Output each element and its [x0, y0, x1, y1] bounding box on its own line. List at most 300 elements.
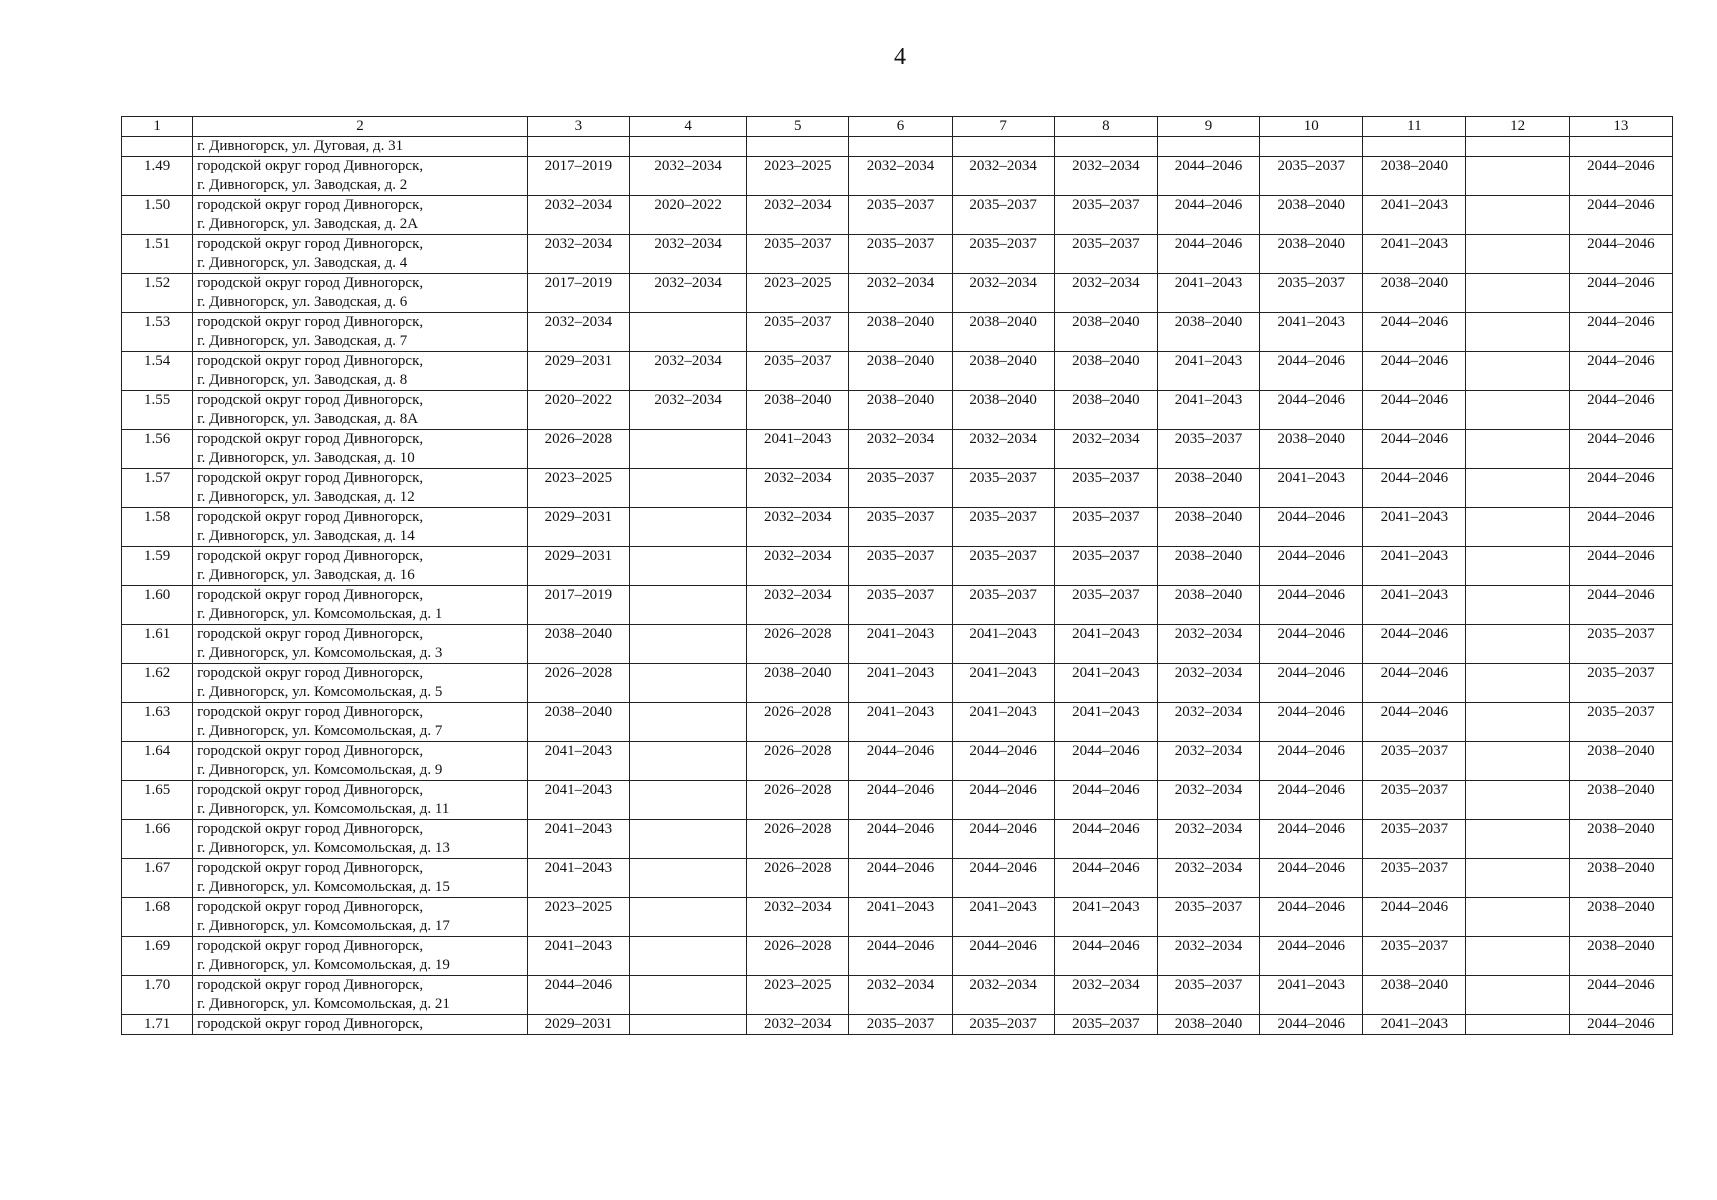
period-cell: 2032–2034: [629, 157, 746, 196]
period-cell: 2023–2025: [747, 274, 849, 313]
period-cell: 2026–2028: [747, 703, 849, 742]
address-line-street: г. Дивногорск, ул. Комсомольская, д. 3: [197, 645, 443, 661]
table-row: [122, 976, 1673, 1015]
period-cell: 2035–2037: [952, 547, 1054, 586]
column-header: 2: [193, 117, 528, 137]
period-cell: [1466, 703, 1569, 742]
period-cell: 2026–2028: [747, 820, 849, 859]
address-line-street: г. Дивногорск, ул. Заводская, д. 7: [197, 333, 408, 349]
period-cell: 2038–2040: [747, 664, 849, 703]
period-cell: 2038–2040: [1054, 313, 1157, 352]
period-cell: 2038–2040: [1157, 547, 1259, 586]
period-cell: 2035–2037: [1363, 859, 1466, 898]
period-cell: 2035–2037: [1363, 742, 1466, 781]
period-cell: 2026–2028: [747, 742, 849, 781]
table-row: [122, 781, 1673, 820]
period-cell: 2044–2046: [1569, 274, 1672, 313]
address-cell: [193, 196, 528, 235]
period-cell: 2044–2046: [1260, 586, 1363, 625]
period-cell: 2044–2046: [1569, 391, 1672, 430]
period-cell: 2032–2034: [629, 235, 746, 274]
table-row: [122, 508, 1673, 547]
period-cell: 2035–2037: [1569, 703, 1672, 742]
period-cell: 2032–2034: [1157, 781, 1259, 820]
address-cell: [193, 430, 528, 469]
address-line-municipality: городской округ город Дивногорск,: [197, 197, 424, 213]
address-line-municipality: городской округ город Дивногорск,: [197, 626, 424, 642]
table-row: [122, 469, 1673, 508]
address-cell: [193, 859, 528, 898]
period-cell: 2041–2043: [1363, 196, 1466, 235]
period-cell: 2032–2034: [1054, 157, 1157, 196]
period-cell: 2029–2031: [527, 508, 629, 547]
period-cell: [1466, 625, 1569, 664]
period-cell: 2044–2046: [1363, 430, 1466, 469]
period-cell: [629, 430, 746, 469]
period-cell: 2029–2031: [527, 1015, 629, 1035]
period-cell: 2038–2040: [849, 391, 952, 430]
period-cell: 2035–2037: [1363, 937, 1466, 976]
period-cell: 2044–2046: [1260, 781, 1363, 820]
period-cell: [952, 137, 1054, 157]
period-cell: 2038–2040: [1260, 196, 1363, 235]
address-line-street: г. Дивногорск, ул. Комсомольская, д. 17: [197, 918, 450, 934]
period-cell: [629, 703, 746, 742]
period-cell: 2044–2046: [849, 859, 952, 898]
period-cell: 2044–2046: [952, 820, 1054, 859]
period-cell: 2026–2028: [747, 625, 849, 664]
period-cell: 2038–2040: [1569, 742, 1672, 781]
period-cell: 2044–2046: [1157, 196, 1259, 235]
period-cell: [1466, 235, 1569, 274]
period-cell: 2032–2034: [1157, 664, 1259, 703]
period-cell: [1466, 859, 1569, 898]
period-cell: [1466, 352, 1569, 391]
period-cell: 2035–2037: [952, 469, 1054, 508]
period-cell: 2041–2043: [1260, 469, 1363, 508]
table-row: [122, 313, 1673, 352]
period-cell: 2041–2043: [1054, 703, 1157, 742]
period-cell: 2038–2040: [1363, 274, 1466, 313]
page-number: 4: [894, 44, 906, 70]
period-cell: 2041–2043: [527, 820, 629, 859]
period-cell: 2032–2034: [849, 430, 952, 469]
period-cell: [1466, 508, 1569, 547]
period-cell: [1466, 313, 1569, 352]
column-header: 4: [629, 117, 746, 137]
row-number-cell: 1.71: [122, 1015, 193, 1035]
period-cell: 2038–2040: [1260, 430, 1363, 469]
row-number-cell: 1.50: [122, 196, 193, 235]
period-cell: 2044–2046: [952, 742, 1054, 781]
period-cell: 2017–2019: [527, 586, 629, 625]
row-number-cell: 1.60: [122, 586, 193, 625]
address-line-street: г. Дивногорск, ул. Комсомольская, д. 9: [197, 762, 443, 778]
period-cell: 2044–2046: [1054, 937, 1157, 976]
period-cell: 2032–2034: [1054, 430, 1157, 469]
period-cell: 2044–2046: [849, 781, 952, 820]
period-cell: 2023–2025: [747, 976, 849, 1015]
period-cell: 2044–2046: [1569, 313, 1672, 352]
row-number-cell: 1.70: [122, 976, 193, 1015]
address-line-municipality: городской округ город Дивногорск,: [197, 353, 424, 369]
period-cell: 2044–2046: [1260, 1015, 1363, 1035]
period-cell: 2035–2037: [952, 196, 1054, 235]
period-cell: 2032–2034: [1157, 937, 1259, 976]
period-cell: 2041–2043: [1363, 508, 1466, 547]
period-cell: 2032–2034: [527, 196, 629, 235]
column-header: 10: [1260, 117, 1363, 137]
period-cell: 2026–2028: [747, 859, 849, 898]
period-cell: 2038–2040: [1569, 781, 1672, 820]
address-line-municipality: городской округ город Дивногорск,: [197, 665, 424, 681]
address-line-municipality: городской округ город Дивногорск,: [197, 236, 424, 252]
period-cell: 2038–2040: [1054, 352, 1157, 391]
period-cell: [527, 137, 629, 157]
period-cell: [629, 781, 746, 820]
period-cell: 2032–2034: [747, 196, 849, 235]
row-number-cell: 1.59: [122, 547, 193, 586]
column-header: 6: [849, 117, 952, 137]
address-line-street: г. Дивногорск, ул. Комсомольская, д. 13: [197, 840, 450, 856]
address-cell: [193, 898, 528, 937]
table-row: [122, 391, 1673, 430]
period-cell: 2038–2040: [1157, 508, 1259, 547]
period-cell: 2035–2037: [1054, 1015, 1157, 1035]
period-cell: 2044–2046: [1569, 469, 1672, 508]
period-cell: 2038–2040: [747, 391, 849, 430]
period-cell: 2044–2046: [1260, 742, 1363, 781]
period-cell: 2035–2037: [1054, 586, 1157, 625]
header-row: [122, 117, 1673, 137]
address-line-municipality: городской округ город Дивногорск,: [197, 704, 424, 720]
period-cell: 2044–2046: [1054, 859, 1157, 898]
address-line-street: г. Дивногорск, ул. Заводская, д. 8А: [197, 411, 419, 427]
period-cell: [1466, 196, 1569, 235]
period-cell: 2041–2043: [849, 664, 952, 703]
period-cell: 2044–2046: [952, 781, 1054, 820]
period-cell: 2035–2037: [1157, 430, 1259, 469]
period-cell: 2032–2034: [1157, 703, 1259, 742]
period-cell: 2035–2037: [849, 235, 952, 274]
period-cell: 2041–2043: [1363, 586, 1466, 625]
address-line-street: г. Дивногорск, ул. Комсомольская, д. 19: [197, 957, 450, 973]
period-cell: 2044–2046: [1363, 703, 1466, 742]
address-line-municipality: городской округ город Дивногорск,: [197, 314, 424, 330]
period-cell: [629, 137, 746, 157]
period-cell: 2023–2025: [527, 898, 629, 937]
period-cell: 2044–2046: [1260, 703, 1363, 742]
period-cell: 2044–2046: [952, 859, 1054, 898]
period-cell: [629, 664, 746, 703]
address-cell: [193, 742, 528, 781]
period-cell: [629, 1015, 746, 1035]
period-cell: 2041–2043: [849, 898, 952, 937]
column-header: 7: [952, 117, 1054, 137]
period-cell: 2041–2043: [1054, 664, 1157, 703]
table-row: [122, 1015, 1673, 1035]
table-row: [122, 157, 1673, 196]
period-cell: [629, 820, 746, 859]
period-cell: 2044–2046: [1260, 898, 1363, 937]
period-cell: [629, 898, 746, 937]
address-line-municipality: городской округ город Дивногорск,: [197, 431, 424, 447]
period-cell: [629, 976, 746, 1015]
address-line-street: г. Дивногорск, ул. Заводская, д. 6: [197, 294, 408, 310]
period-cell: 2035–2037: [1054, 469, 1157, 508]
table-row: [122, 703, 1673, 742]
period-cell: 2044–2046: [1569, 157, 1672, 196]
period-cell: 2044–2046: [527, 976, 629, 1015]
period-cell: 2044–2046: [1569, 976, 1672, 1015]
period-cell: 2044–2046: [1260, 547, 1363, 586]
column-header: 3: [527, 117, 629, 137]
period-cell: 2038–2040: [1260, 235, 1363, 274]
period-cell: 2032–2034: [629, 391, 746, 430]
period-cell: 2041–2043: [1260, 313, 1363, 352]
address-line-municipality: городской округ город Дивногорск,: [197, 587, 424, 603]
period-cell: 2038–2040: [952, 391, 1054, 430]
period-cell: 2032–2034: [747, 547, 849, 586]
period-cell: 2041–2043: [1054, 625, 1157, 664]
period-cell: [1466, 137, 1569, 157]
period-cell: 2041–2043: [1260, 976, 1363, 1015]
period-cell: 2035–2037: [849, 469, 952, 508]
period-cell: [1466, 274, 1569, 313]
period-cell: 2038–2040: [849, 352, 952, 391]
table-row: [122, 898, 1673, 937]
period-cell: 2038–2040: [952, 352, 1054, 391]
period-cell: 2044–2046: [1260, 937, 1363, 976]
period-cell: 2032–2034: [1054, 976, 1157, 1015]
period-cell: 2044–2046: [849, 820, 952, 859]
address-cell: [193, 508, 528, 547]
period-cell: 2044–2046: [1363, 391, 1466, 430]
period-cell: 2032–2034: [952, 274, 1054, 313]
period-cell: [629, 313, 746, 352]
address-line-street: г. Дивногорск, ул. Комсомольская, д. 7: [197, 723, 443, 739]
address-line-municipality: городской округ город Дивногорск,: [197, 1016, 424, 1032]
period-cell: 2035–2037: [747, 352, 849, 391]
period-cell: 2044–2046: [1569, 352, 1672, 391]
table-row: [122, 820, 1673, 859]
address-line-municipality: городской округ город Дивногорск,: [197, 860, 424, 876]
period-cell: 2035–2037: [1054, 547, 1157, 586]
period-cell: 2017–2019: [527, 157, 629, 196]
period-cell: 2038–2040: [1569, 859, 1672, 898]
period-cell: 2041–2043: [527, 859, 629, 898]
period-cell: 2026–2028: [747, 937, 849, 976]
row-number-cell: 1.58: [122, 508, 193, 547]
period-cell: 2041–2043: [527, 781, 629, 820]
address-line-municipality: городской округ город Дивногорск,: [197, 899, 424, 915]
period-cell: [629, 547, 746, 586]
period-cell: 2032–2034: [1157, 625, 1259, 664]
period-cell: 2035–2037: [1054, 235, 1157, 274]
address-cell: [193, 157, 528, 196]
period-cell: 2035–2037: [1260, 274, 1363, 313]
period-cell: 2044–2046: [1569, 586, 1672, 625]
period-cell: [1569, 137, 1672, 157]
address-line-street: г. Дивногорск, ул. Комсомольская, д. 21: [197, 996, 450, 1012]
period-cell: 2035–2037: [849, 586, 952, 625]
period-cell: 2038–2040: [527, 703, 629, 742]
period-cell: [629, 625, 746, 664]
row-number-cell: 1.69: [122, 937, 193, 976]
table-row: [122, 859, 1673, 898]
row-number-cell: 1.68: [122, 898, 193, 937]
period-cell: 2032–2034: [629, 274, 746, 313]
period-cell: [629, 469, 746, 508]
period-cell: [1466, 937, 1569, 976]
address-cell: [193, 313, 528, 352]
period-cell: 2017–2019: [527, 274, 629, 313]
address-cell: [193, 469, 528, 508]
period-cell: 2041–2043: [747, 430, 849, 469]
column-header: 9: [1157, 117, 1259, 137]
period-cell: 2044–2046: [1363, 664, 1466, 703]
period-cell: 2032–2034: [747, 586, 849, 625]
row-number-cell: 1.64: [122, 742, 193, 781]
period-cell: 2035–2037: [849, 1015, 952, 1035]
table-row: [122, 430, 1673, 469]
period-cell: [1466, 586, 1569, 625]
row-number-cell: 1.57: [122, 469, 193, 508]
address-cell: [193, 352, 528, 391]
period-cell: 2044–2046: [1260, 391, 1363, 430]
period-cell: [747, 137, 849, 157]
period-cell: 2044–2046: [1260, 352, 1363, 391]
address-cell: г. Дивногорск, ул. Дуговая, д. 31: [193, 137, 528, 157]
period-cell: 2038–2040: [1157, 313, 1259, 352]
address-cell: [193, 547, 528, 586]
table-row: [122, 625, 1673, 664]
table-row: [122, 937, 1673, 976]
address-line-municipality: городской округ город Дивногорск,: [197, 821, 424, 837]
row-number-cell: 1.56: [122, 430, 193, 469]
period-cell: 2032–2034: [629, 352, 746, 391]
address-line-street: г. Дивногорск, ул. Заводская, д. 2А: [197, 216, 419, 232]
period-cell: [1466, 430, 1569, 469]
period-cell: 2044–2046: [1260, 625, 1363, 664]
period-cell: 2023–2025: [527, 469, 629, 508]
period-cell: 2044–2046: [1363, 469, 1466, 508]
period-cell: 2032–2034: [849, 274, 952, 313]
period-cell: [1466, 157, 1569, 196]
table-row: [122, 274, 1673, 313]
period-cell: 2035–2037: [849, 196, 952, 235]
continuation-row: [122, 137, 1673, 157]
address-line-street: г. Дивногорск, ул. Комсомольская, д. 15: [197, 879, 450, 895]
period-cell: 2035–2037: [1363, 820, 1466, 859]
period-cell: 2044–2046: [1569, 430, 1672, 469]
period-cell: [1466, 469, 1569, 508]
column-header: 1: [122, 117, 193, 137]
period-cell: 2044–2046: [1260, 664, 1363, 703]
address-cell: [193, 274, 528, 313]
table-row: [122, 235, 1673, 274]
period-cell: 2041–2043: [1363, 1015, 1466, 1035]
period-cell: 2038–2040: [1569, 898, 1672, 937]
period-cell: [629, 586, 746, 625]
period-cell: 2041–2043: [1157, 352, 1259, 391]
address-line-street: г. Дивногорск, ул. Заводская, д. 14: [197, 528, 415, 544]
address-line-municipality: городской округ город Дивногорск,: [197, 158, 424, 174]
address-line-street: г. Дивногорск, ул. Комсомольская, д. 5: [197, 684, 443, 700]
address-line-street: г. Дивногорск, ул. Заводская, д. 2: [197, 177, 408, 193]
period-cell: 2032–2034: [1157, 859, 1259, 898]
row-number-cell: 1.61: [122, 625, 193, 664]
row-number-cell: 1.66: [122, 820, 193, 859]
period-cell: 2044–2046: [952, 937, 1054, 976]
period-cell: 2032–2034: [952, 430, 1054, 469]
address-line-street: г. Дивногорск, ул. Заводская, д. 16: [197, 567, 415, 583]
period-cell: 2041–2043: [849, 703, 952, 742]
period-cell: 2038–2040: [1157, 1015, 1259, 1035]
period-cell: 2044–2046: [1569, 196, 1672, 235]
period-cell: 2044–2046: [1569, 235, 1672, 274]
period-cell: 2041–2043: [527, 937, 629, 976]
period-cell: [1466, 391, 1569, 430]
period-cell: 2044–2046: [849, 937, 952, 976]
period-cell: 2035–2037: [747, 313, 849, 352]
period-cell: 2044–2046: [1363, 898, 1466, 937]
period-cell: [629, 742, 746, 781]
period-cell: 2035–2037: [849, 547, 952, 586]
period-cell: 2044–2046: [1569, 1015, 1672, 1035]
period-cell: 2035–2037: [952, 586, 1054, 625]
period-cell: 2032–2034: [849, 976, 952, 1015]
period-cell: 2041–2043: [952, 703, 1054, 742]
period-cell: 2041–2043: [527, 742, 629, 781]
period-cell: 2029–2031: [527, 352, 629, 391]
period-cell: 2032–2034: [1157, 742, 1259, 781]
address-line-municipality: городской округ город Дивногорск,: [197, 509, 424, 525]
period-cell: 2038–2040: [1157, 586, 1259, 625]
column-header: 8: [1054, 117, 1157, 137]
period-cell: 2035–2037: [952, 235, 1054, 274]
address-line-municipality: городской округ город Дивногорск,: [197, 392, 424, 408]
address-cell: [193, 703, 528, 742]
row-number-cell: 1.65: [122, 781, 193, 820]
period-cell: 2035–2037: [1363, 781, 1466, 820]
period-cell: [1466, 976, 1569, 1015]
address-cell: [193, 586, 528, 625]
address-cell: [193, 820, 528, 859]
address-cell: [193, 664, 528, 703]
period-cell: 2035–2037: [747, 235, 849, 274]
period-cell: [1466, 898, 1569, 937]
period-cell: 2035–2037: [1569, 664, 1672, 703]
period-cell: 2041–2043: [1054, 898, 1157, 937]
period-cell: [1466, 742, 1569, 781]
address-cell: [193, 625, 528, 664]
period-cell: 2032–2034: [527, 313, 629, 352]
period-cell: 2041–2043: [849, 625, 952, 664]
address-line-municipality: городской округ город Дивногорск,: [197, 743, 424, 759]
period-cell: 2044–2046: [1363, 625, 1466, 664]
period-cell: 2038–2040: [1569, 937, 1672, 976]
period-cell: 2038–2040: [849, 313, 952, 352]
period-cell: 2038–2040: [1157, 469, 1259, 508]
period-cell: 2044–2046: [1260, 859, 1363, 898]
period-cell: 2032–2034: [527, 235, 629, 274]
period-cell: 2032–2034: [952, 157, 1054, 196]
period-cell: 2044–2046: [1260, 508, 1363, 547]
row-number-cell: 1.51: [122, 235, 193, 274]
period-cell: [1260, 137, 1363, 157]
period-cell: 2029–2031: [527, 547, 629, 586]
